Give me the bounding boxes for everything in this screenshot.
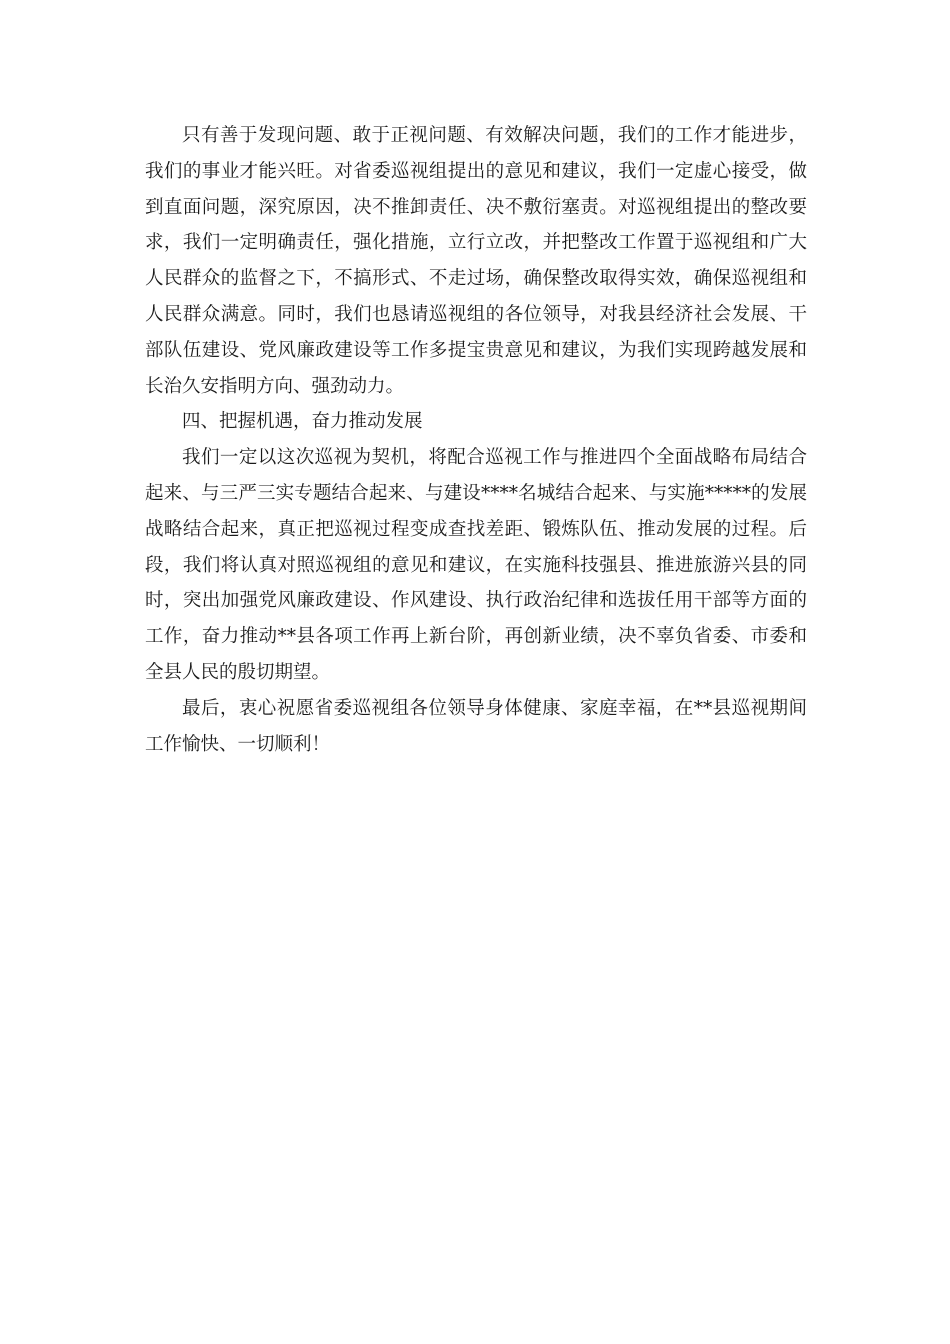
section-heading-four: 四、把握机遇，奋力推动发展 (182, 411, 423, 433)
document-body (145, 118, 807, 762)
paragraph-closing-wishes: 最后，衷心祝愿省委巡视组各位领导身体健康、家庭幸福，在**县巡视期间工作愉快、一切顺利！ (145, 697, 807, 755)
paragraph-rectification-commitment: 只有善于发现问题、敢于正视问题、有效解决问题，我们的工作才能进步，我们的事业才能兴旺。对省委巡视组提出的意见和建议，我们一定虚心接受，做到直面问题，深究原因，决不推卸责任、决不敷衍塞责。对巡视组提出的整改要求，我们一定明确责任，强化措施，立行立改，并把整改工作置于巡视组和广大人民群众的监督之下，不搞形式、不走过场，确保整改取得实效，确保巡视组和人民群众满意。同时，我们也恳请巡视组的各位领导，对我县经济社会发展、干部队伍建设、党风廉政建设等工作多提宝贵意见和建议，为我们实现跨越发展和长治久安指明方向、强劲动力。 (145, 125, 807, 397)
paragraph-development-plan: 我们一定以这次巡视为契机，将配合巡视工作与推进四个全面战略布局结合起来、与三严三实专题结合起来、与建设****名城结合起来、与实施*****的发展战略结合起来，真正把巡视过程变成查找差距、锻炼队伍、推动发展的过程。后段，我们将认真对照巡视组的意见和建议，在实施科技强县、推进旅游兴县的同时，突出加强党风廉政建设、作风建设、执行政治纪律和选拔任用干部等方面的工作，奋力推动**县各项工作再上新台阶，再创新业绩，决不辜负省委、市委和全县人民的殷切期望。 (145, 447, 807, 683)
